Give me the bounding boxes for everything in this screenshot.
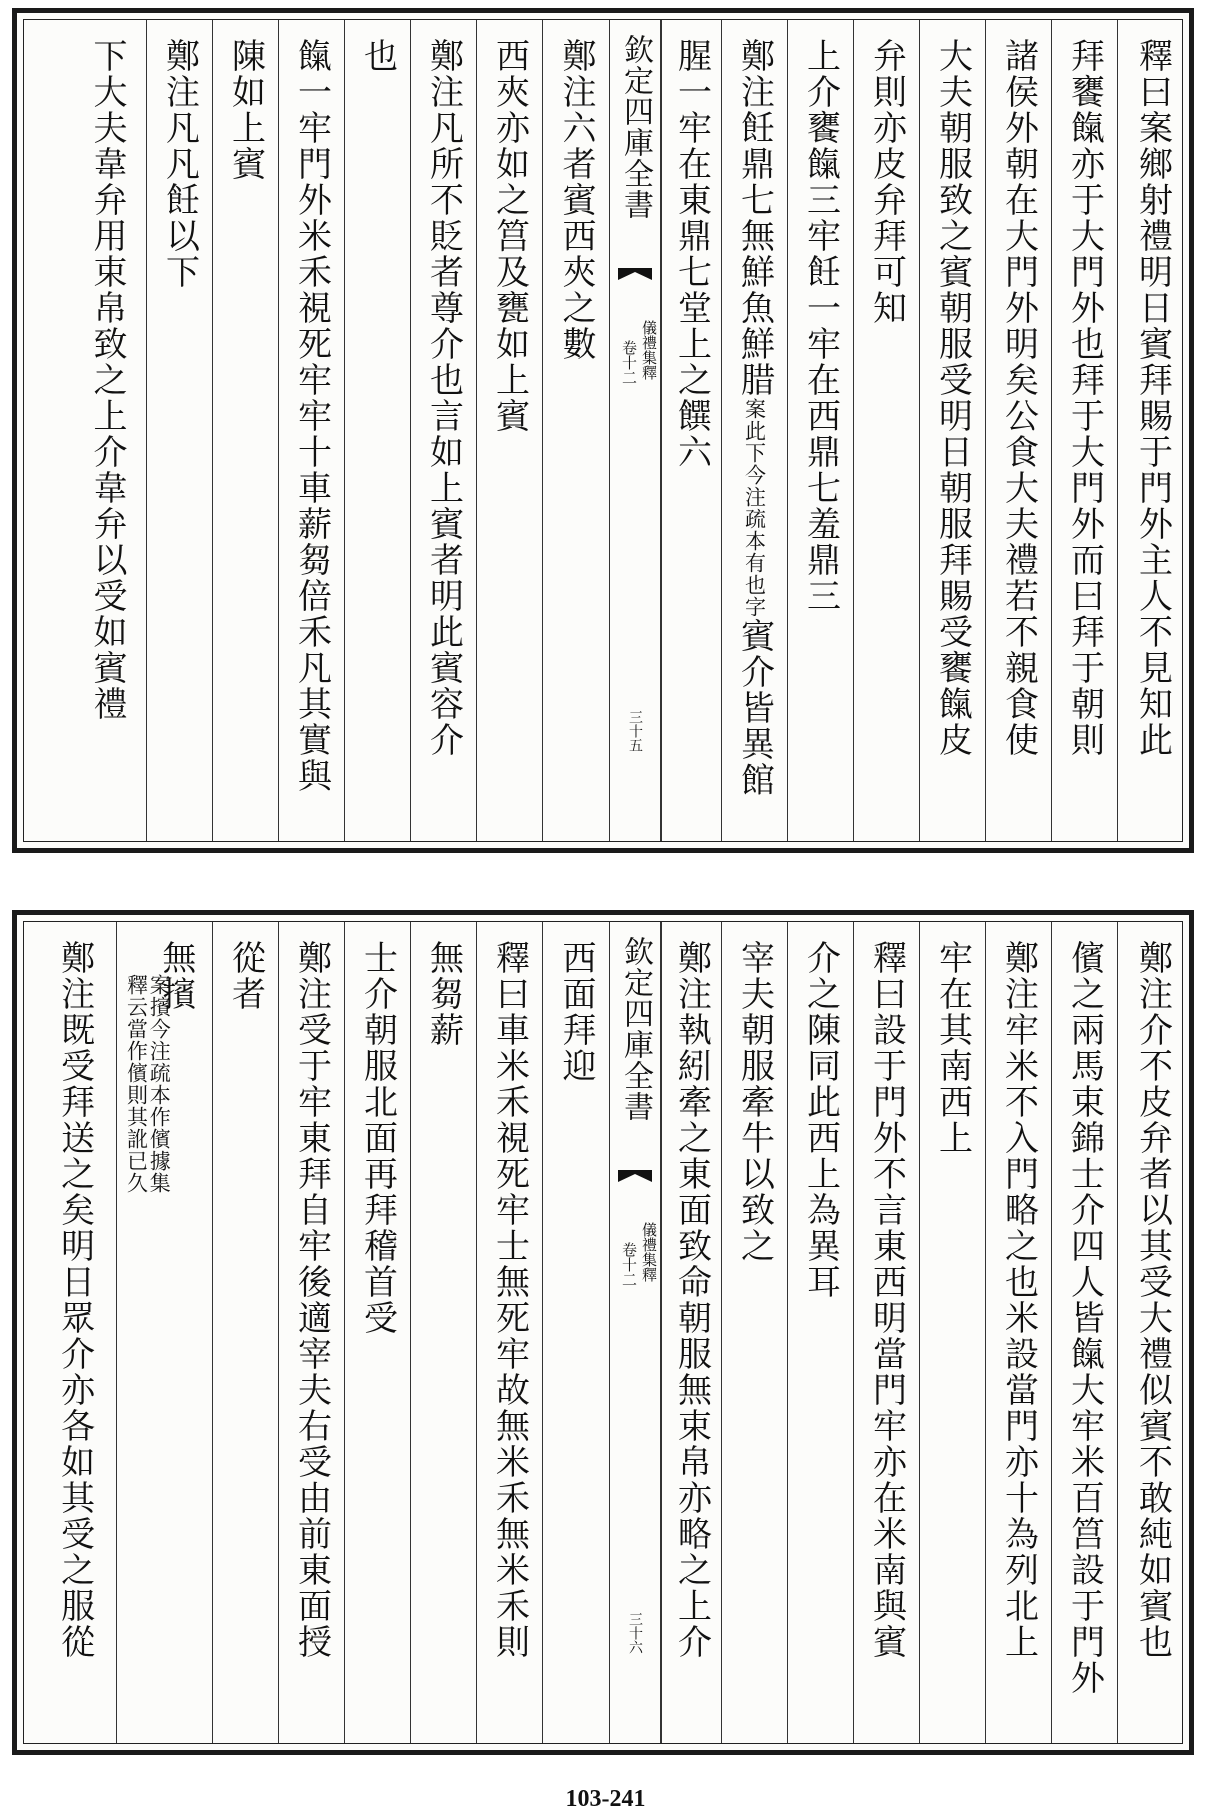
column-text: 大夫朝服致之賓朝服受明日朝服拜賜受饔餼皮 xyxy=(932,38,973,758)
text-column xyxy=(985,20,1051,841)
text-column xyxy=(919,20,985,841)
column-text: 釋曰設于門外不言東西明當門牢亦在米南與賓 xyxy=(866,940,907,1660)
column-text: 諸侯外朝在大門外明矣公食大夫禮若不親食使 xyxy=(998,38,1039,758)
volume-number: 卷十二 xyxy=(620,340,638,385)
column-text: 鄭注牢米不入門略之也米設當門亦十為列北上 xyxy=(998,940,1039,1660)
column-text: 從者 xyxy=(225,940,266,1012)
text-column xyxy=(344,20,410,841)
column-text: 弁則亦皮弁拜可知 xyxy=(866,38,907,326)
column-text: 腥一牢在東鼎七堂上之饌六 xyxy=(671,38,712,470)
column-text: 宰夫朝服牽牛以致之 xyxy=(734,940,775,1264)
column-text: 鄭注執紖牽之東面致命朝服無束帛亦略之上介 xyxy=(671,940,712,1660)
column-text: 無芻薪 xyxy=(423,940,464,1048)
center-fold xyxy=(609,20,661,841)
text-column xyxy=(278,20,344,841)
main-text: 鄭注飪鼎七無鮮魚鮮腊 xyxy=(734,38,775,398)
text-column xyxy=(661,922,721,1743)
column-text: 鄭注凡所不貶者尊介也言如上賓者明此賓容介 xyxy=(423,38,464,758)
lower-text-frame xyxy=(23,921,1183,1744)
text-column xyxy=(344,922,410,1743)
column-text: 西夾亦如之筥及甕如上賓 xyxy=(489,38,530,434)
text-column xyxy=(146,20,212,841)
text-column xyxy=(24,922,116,1743)
text-column xyxy=(278,922,344,1743)
collection-header: 欽定四庫全書 xyxy=(618,936,653,1122)
text-column xyxy=(1117,20,1187,841)
text-column xyxy=(919,922,985,1743)
lower-page-spread xyxy=(12,910,1194,1755)
text-column xyxy=(476,922,542,1743)
text-column xyxy=(410,922,476,1743)
text-column xyxy=(721,20,787,841)
text-column xyxy=(24,20,146,841)
text-column xyxy=(787,922,853,1743)
main-text: 賓介皆異館 xyxy=(734,618,775,798)
text-column xyxy=(476,20,542,841)
folio-number: 三十五 xyxy=(627,710,643,752)
column-text: 拜饔餼亦于大門外也拜于大門外而曰拜于朝則 xyxy=(1064,38,1105,758)
text-column xyxy=(1117,922,1187,1743)
column-text: 鄭注介不皮弁者以其受大禮似賓不敢純如賓也 xyxy=(1132,940,1173,1660)
column-text: 牢在其南西上 xyxy=(932,940,973,1156)
column-text: 釋曰案鄉射禮明日賓拜賜于門外主人不見知此 xyxy=(1132,38,1173,758)
column-text: 上介饔餼三牢飪一牢在西鼎七羞鼎三 xyxy=(800,38,841,614)
text-column xyxy=(853,20,919,841)
text-column xyxy=(1051,922,1117,1743)
column-text: 儐之兩馬束錦士介四人皆餼大牢米百筥設于門外 xyxy=(1064,940,1105,1696)
column-text: 鄭注受于牢東拜自牢後適宰夫右受由前東面授 xyxy=(291,940,332,1660)
column-text: 無擯 xyxy=(155,940,196,1012)
column-text: 餼一牢門外米禾視死牢牢十車薪芻倍禾凡其實與 xyxy=(291,38,332,794)
fishtail-mark-icon xyxy=(618,1170,652,1192)
text-column xyxy=(212,922,278,1743)
text-column xyxy=(661,20,721,841)
column-text xyxy=(734,38,775,798)
upper-page-spread xyxy=(12,8,1194,853)
column-text: 釋曰車米禾視死牢士無死牢故無米禾無米禾則 xyxy=(489,940,530,1660)
upper-text-frame xyxy=(23,19,1183,842)
column-text: 下大夫韋弁用束帛致之上介韋弁以受如賓禮 xyxy=(86,38,127,722)
text-column xyxy=(1051,20,1117,841)
text-column xyxy=(853,922,919,1743)
text-column xyxy=(787,20,853,841)
folio-number: 三十六 xyxy=(627,1612,643,1654)
annotation-note: 案此下今注疏本有也字 xyxy=(742,398,767,618)
text-column xyxy=(212,20,278,841)
column-text: 鄭注既受拜送之矣明日眾介亦各如其受之服從 xyxy=(54,940,95,1660)
text-column xyxy=(542,20,609,841)
column-text: 也 xyxy=(357,38,398,74)
volume-number: 卷十二 xyxy=(620,1242,638,1287)
book-title: 儀禮集釋 xyxy=(640,1222,658,1282)
fishtail-mark-icon xyxy=(618,268,652,290)
page-number: 103-241 xyxy=(565,1786,646,1812)
text-column xyxy=(721,922,787,1743)
column-text: 介之陳同此西上為異耳 xyxy=(800,940,841,1300)
text-column xyxy=(542,922,609,1743)
book-title: 儀禮集釋 xyxy=(640,320,658,380)
column-text: 陳如上賓 xyxy=(225,38,266,182)
annotation-note: 釋云當作儐則其訛已久 xyxy=(124,974,149,1194)
column-text: 士介朝服北面再拜稽首受 xyxy=(357,940,398,1336)
collection-header: 欽定四庫全書 xyxy=(618,34,653,220)
center-fold xyxy=(609,922,661,1743)
column-text: 西面拜迎 xyxy=(556,940,596,1084)
text-column xyxy=(410,20,476,841)
annotation-note: 案擯今注疏本作儐據集 xyxy=(147,974,172,1194)
column-text: 鄭注六者賓西夾之數 xyxy=(556,38,596,362)
text-column xyxy=(116,922,212,1743)
text-column xyxy=(985,922,1051,1743)
column-text: 鄭注凡凡飪以下 xyxy=(159,38,200,290)
